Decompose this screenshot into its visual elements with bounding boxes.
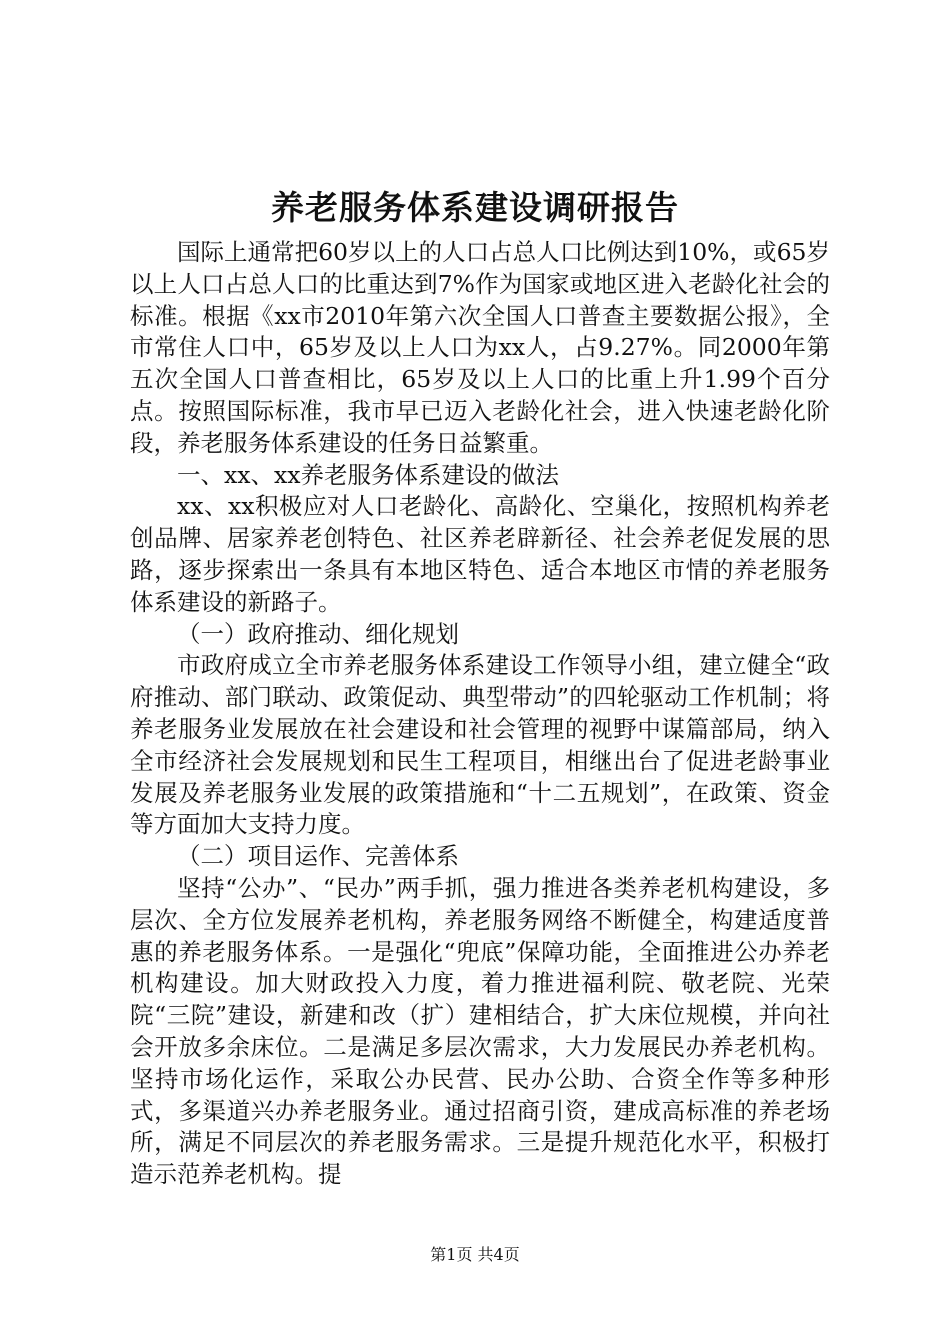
section-heading-1: 一、xx、xx养老服务体系建设的做法: [177, 460, 560, 489]
document-body: [130, 237, 830, 1191]
paragraph-subsection-1: 市政府成立全市养老服务体系建设工作领导小组，建立健全“政府推动、部门联动、政策促动、典型带动”的四轮驱动工作机制；将养老服务业发展放在社会建设和社会管理的视野中谋篇部局，纳入全市经济社会发展规划和民生工程项目，相继出台了促进老龄事业发展及养老服务业发展的政策措施和“十二五规划”，在政策、资金等方面加大支持力度。: [130, 651, 830, 839]
paragraph-subsection-2: 坚持“公办”、“民办”两手抓，强力推进各类养老机构建设，多层次、全方位发展养老机构，养老服务网络不断健全，构建适度普惠的养老服务体系。一是强化“兜底”保障功能，全面推进公办养老机构建设。加大财政投入力度，着力推进福利院、敬老院、光荣院“三院”建设，新建和改（扩）建相结合，扩大床位规模，并向社会开放多余床位。二是满足多层次需求，大力发展民办养老机构。坚持市场化运作，采取公办民营、民办公助、合资全作等多种形式，多渠道兴办养老服务业。通过招商引资，建成高标准的养老场所，满足不同层次的养老服务需求。三是提升规范化水平，积极打造示范养老机构。提: [130, 873, 830, 1189]
subsection-heading-1: （一）政府推动、细化规划: [177, 619, 459, 648]
paragraph-intro: 国际上通常把60岁以上的人口占总人口比例达到10%，或65岁以上人口占总人口的比重达到7%作为国家或地区进入老龄化社会的标准。根据《xx市2010年第六次全国人口普查主要数据公报》，全市常住人口中，65岁及以上人口为xx人，占9.27%。同2000年第五次全国人口普查相比，65岁及以上人口的比重上升1.99个百分点。按照国际标准，我市早已迈入老龄化社会，进入快速老龄化阶段，养老服务体系建设的任务日益繁重。: [130, 238, 830, 457]
subsection-heading-2: （二）项目运作、完善体系: [177, 842, 459, 871]
paragraph-section-1: xx、xx积极应对人口老龄化、高龄化、空巢化，按照机构养老创品牌、居家养老创特色、社区养老辟新径、社会养老促发展的思路，逐步探索出一条具有本地区特色、适合本地区市情的养老服务体系建设的新路子。: [130, 492, 830, 616]
document-title: 养老服务体系建设调研报告: [271, 188, 679, 227]
page-footer: 第1页 共4页: [430, 1245, 520, 1264]
